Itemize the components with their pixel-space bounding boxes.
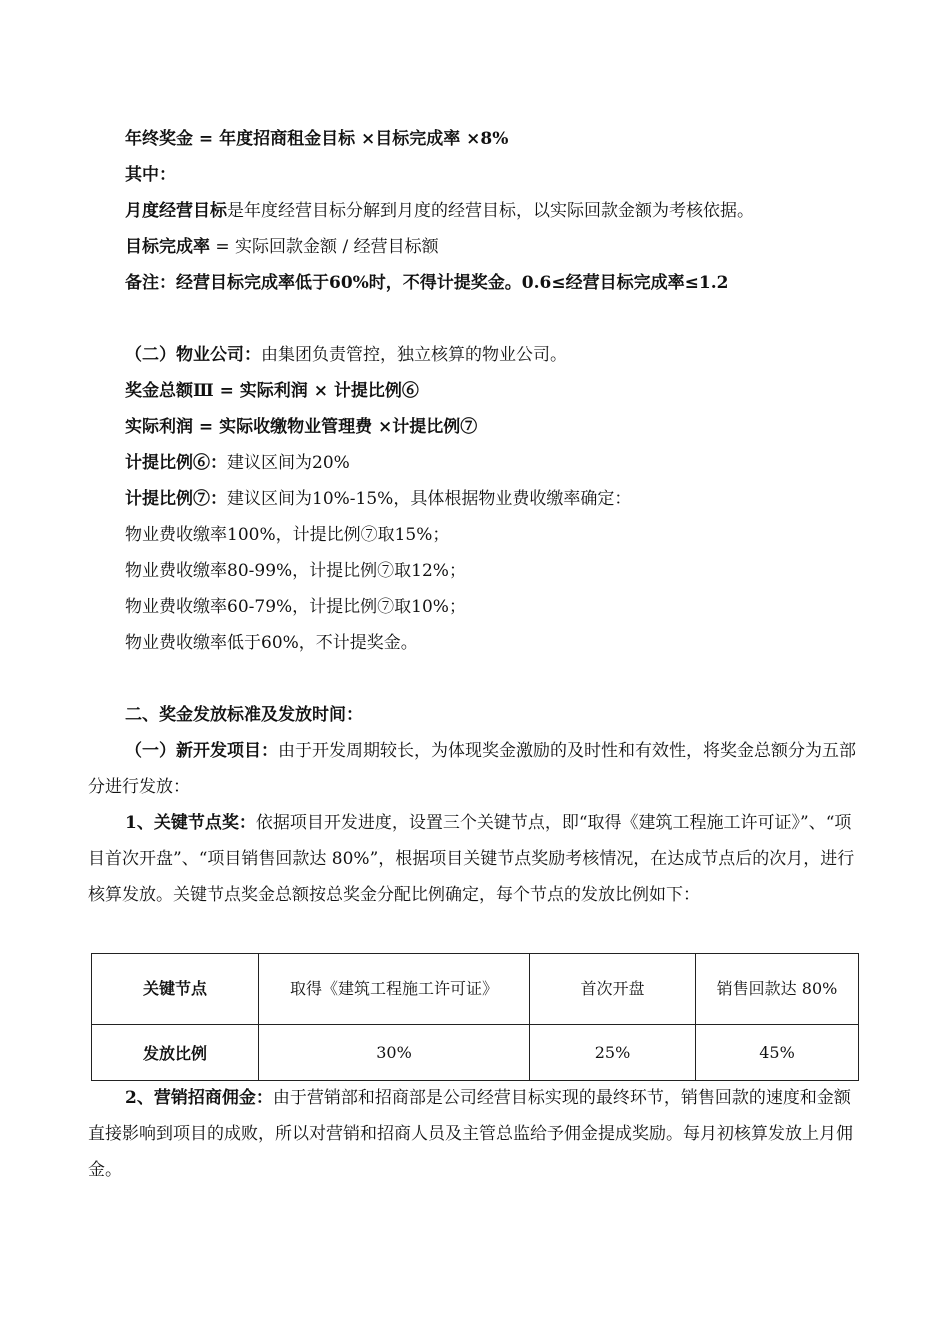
- property-heading: （二）物业公司：: [125, 345, 261, 365]
- table-cell: 取得《建筑工程施工许可证》: [259, 954, 530, 1025]
- completion-rate-term: 目标完成率: [125, 237, 210, 257]
- section2-heading: 二、奖金发放标准及发放时间：: [125, 705, 363, 725]
- completion-rate-desc: = 实际回款金额 / 经营目标额: [210, 237, 439, 257]
- monthly-target-line: [125, 199, 754, 223]
- commission-desc: 由于营销部和招商部是公司经营目标实现的最终环节，销售回款的速度和金额直接影响到项目的成败，所以对营销和招商人员及主管总监给予佣金提成奖励。每月初核算发放上月佣金。: [88, 1088, 853, 1180]
- note-line: 备注：经营目标完成率低于60%时，不得计提奖金。0.6≤经营目标完成率≤1.2: [125, 273, 729, 293]
- monthly-target-term: 月度经营目标: [125, 201, 227, 221]
- key-node-paragraph: [88, 805, 863, 913]
- table-row: [92, 954, 859, 1025]
- rate-item: 物业费收缴率100%，计提比例⑦取15%；: [125, 525, 450, 545]
- bonus-formula: 年终奖金 = 年度招商租金目标 ×目标完成率 ×8%: [125, 129, 509, 149]
- rate-item: 物业费收缴率低于60%，不计提奖金。: [125, 633, 418, 653]
- table-cell: 25%: [530, 1025, 696, 1081]
- ratio7-term: 计提比例⑦：: [125, 489, 227, 509]
- table-header-cell: 关键节点: [92, 954, 259, 1025]
- ratio6-desc: 建议区间为20%: [227, 453, 350, 473]
- table-row: [92, 1025, 859, 1081]
- property-heading-line: [125, 343, 567, 367]
- rate-item: 物业费收缴率60-79%，计提比例⑦取10%；: [125, 597, 466, 617]
- table-cell: 销售回款达 80%: [696, 954, 859, 1025]
- property-total-formula: 奖金总额Ⅲ = 实际利润 × 计提比例⑥: [125, 381, 419, 401]
- new-project-term: （一）新开发项目：: [125, 741, 278, 761]
- among-label: 其中：: [125, 165, 176, 185]
- ratio6-line: [125, 451, 350, 475]
- key-node-term: 1、关键节点奖：: [125, 813, 256, 833]
- ratio7-line: [125, 487, 631, 511]
- property-heading-desc: 由集团负责管控，独立核算的物业公司。: [261, 345, 567, 365]
- ratio6-term: 计提比例⑥：: [125, 453, 227, 473]
- new-project-paragraph: [88, 733, 863, 805]
- property-profit-formula: 实际利润 = 实际收缴物业管理费 ×计提比例⑦: [125, 417, 478, 437]
- table-cell: 首次开盘: [530, 954, 696, 1025]
- table-header-cell: 发放比例: [92, 1025, 259, 1081]
- completion-rate-line: [125, 235, 439, 259]
- table-cell: 45%: [696, 1025, 859, 1081]
- rate-item: 物业费收缴率80-99%，计提比例⑦取12%；: [125, 561, 466, 581]
- key-node-table: [91, 953, 859, 1081]
- commission-term: 2、营销招商佣金：: [125, 1088, 273, 1108]
- new-project-desc: 由于开发周期较长，为体现奖金激励的及时性和有效性，将奖金总额分为五部分进行发放：: [88, 741, 856, 797]
- table-cell: 30%: [259, 1025, 530, 1081]
- monthly-target-desc: 是年度经营目标分解到月度的经营目标，以实际回款金额为考核依据。: [227, 201, 754, 221]
- commission-paragraph: [88, 1080, 863, 1188]
- ratio7-desc: 建议区间为10%-15%，具体根据物业费收缴率确定：: [227, 489, 632, 509]
- key-node-desc: 依据项目开发进度，设置三个关键节点，即“取得《建筑工程施工许可证》”、“项目首次开盘”、“项目销售回款达 80%”，根据项目关键节点奖励考核情况，在达成节点后的次月，进行核算发放。关键节点奖金总额按总奖金分配比例确定，每个节点的发放比例如下：: [88, 813, 855, 905]
